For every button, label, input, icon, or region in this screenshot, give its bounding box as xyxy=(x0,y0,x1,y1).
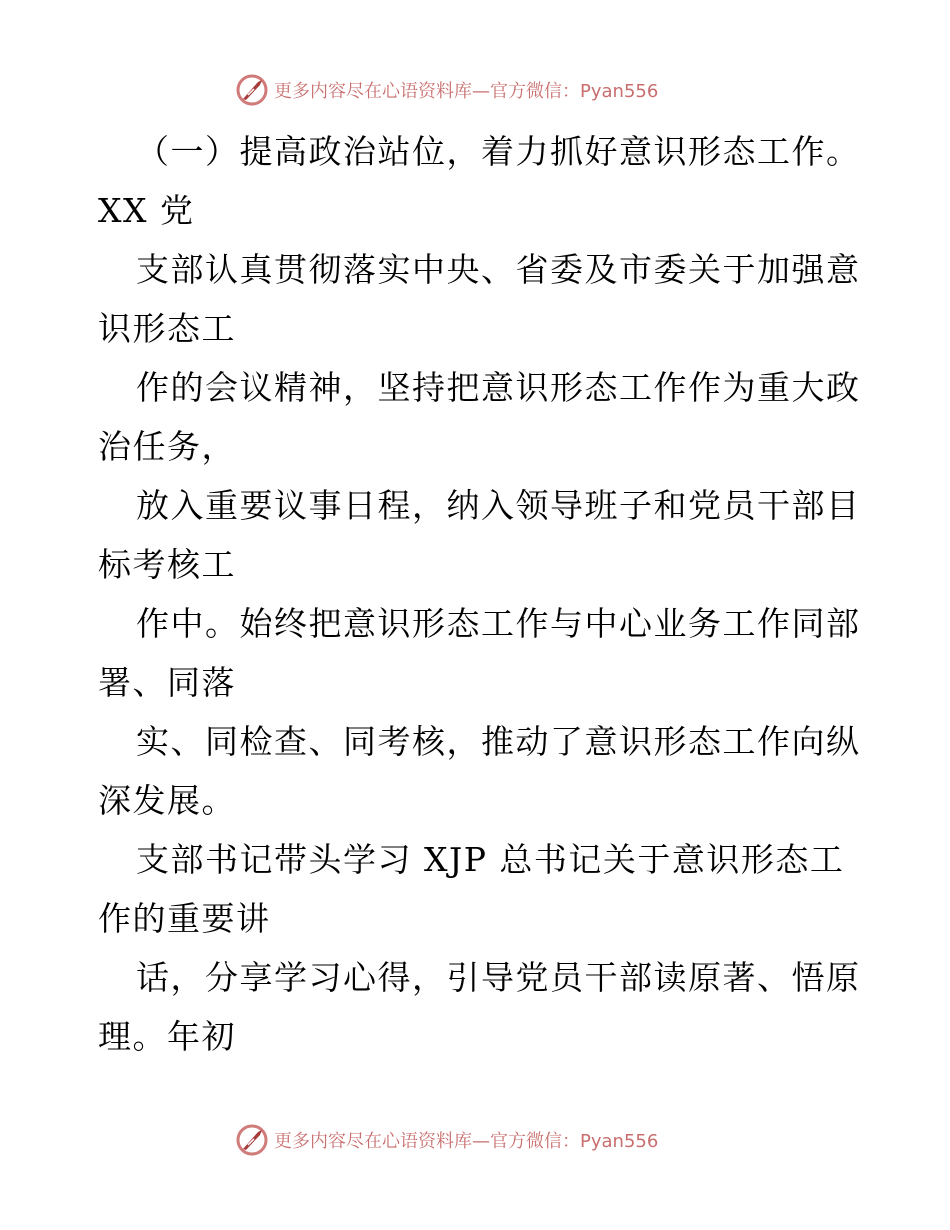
text-line: 治任务， xyxy=(98,427,236,466)
document-body xyxy=(98,122,861,1066)
text-line: 支部认真贯彻落实中央、省委及市委关于加强意 xyxy=(136,250,861,289)
text-line: 署、同落 xyxy=(98,663,236,702)
text-line: XX 党 xyxy=(98,191,195,230)
watermark-text: 更多内容尽在心语资料库—官方微信：Pyan556 xyxy=(274,1131,659,1152)
text-line: 深发展。 xyxy=(98,781,236,820)
text-line: 标考核工 xyxy=(98,545,236,584)
text-line: 作的会议精神，坚持把意识形态工作作为重大政 xyxy=(136,368,861,407)
text-line: 实、同检查、同考核，推动了意识形态工作向纵 xyxy=(136,722,861,761)
text-line: 支部书记带头学习 XJP 总书记关于意识形态工 xyxy=(136,840,845,879)
text-line: 作中。始终把意识形态工作与中心业务工作同部 xyxy=(136,604,861,643)
feather-logo-icon xyxy=(234,72,270,108)
text-line: （一）提高政治站位，着力抓好意识形态工作。 xyxy=(136,132,861,171)
footer-watermark xyxy=(234,1120,658,1160)
text-line: 放入重要议事日程，纳入领导班子和党员干部目 xyxy=(136,486,861,525)
watermark-text: 更多内容尽在心语资料库—官方微信：Pyan556 xyxy=(274,81,659,102)
text-line: 识形态工 xyxy=(98,309,236,348)
text-line: 作的重要讲 xyxy=(98,899,271,938)
text-line: 话，分享学习心得，引导党员干部读原著、悟原 xyxy=(136,958,861,997)
header-watermark xyxy=(234,70,658,110)
feather-logo-icon xyxy=(234,1122,270,1158)
text-line: 理。年初 xyxy=(98,1017,236,1056)
